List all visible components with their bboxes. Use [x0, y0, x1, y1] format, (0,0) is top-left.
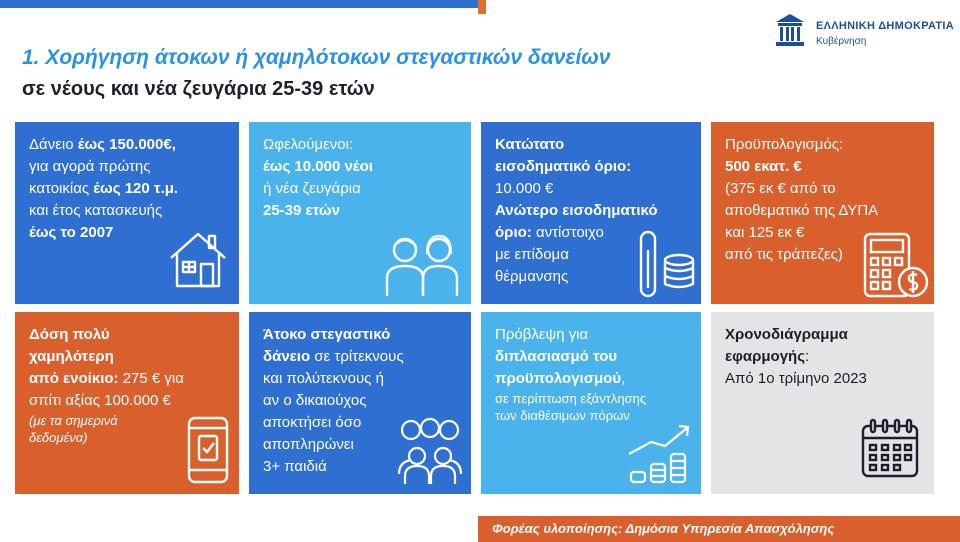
tile-budget-doubling: Πρόβλεψη για διπλασιασμό του προϋπολογισμού, σε περίπτωση εξάντλησης των διαθέσιμων πόρων — [481, 312, 701, 494]
government-logo — [770, 10, 956, 54]
calendar-icon — [859, 418, 921, 480]
tile-timeline: Χρονοδιάγραμμα εφαρμογής: Από 1ο τρίμηνο 2023 — [711, 312, 934, 494]
tile-loan-amount: Δάνειο έως 150.000€, για αγορά πρώτης κατοικίας έως 120 τ.μ. και έτος κατασκευής έως το 2007 — [15, 122, 239, 304]
thermometer-coins-icon — [631, 230, 697, 300]
phone-check-icon — [185, 416, 231, 484]
couple-icon — [383, 232, 463, 296]
tile-installment: Δόση πολύ χαμηλότερη από ενοίκιο: 275 € για σπίτι αξίας 100.000 € (με τα σημερινά δεδομένα) — [15, 312, 239, 494]
greek-emblem-icon — [770, 10, 810, 50]
logo-subtitle: Κυβέρνηση — [816, 36, 867, 47]
page-title: 1. Χορήγηση άτοκων ή χαμηλότοκων στεγαστικών δανείων — [22, 46, 611, 69]
tile-interest-free-loan: Άτοκο στεγαστικό δάνειο σε τρίτεκνους και πολύτεκνους ή αν ο δικαιούχος αποκτήσει όσο αποπληρώνει 3+ παιδιά — [249, 312, 471, 494]
tile-beneficiaries: Ωφελούμενοι: έως 10.000 νέοι ή νέα ζευγάρια 25-39 ετών — [249, 122, 471, 304]
logo-title: ΕΛΛΗΝΙΚΗ ΔΗΜΟΚΡΑΤΙΑ — [816, 20, 954, 32]
tile-income-limits: Κατώτατο εισοδηματικό όριο: 10.000 € Ανώτερο εισοδηματικό όριο: αντίστοιχο με επίδομα θέρμανσης — [481, 122, 701, 304]
house-icon — [165, 226, 231, 292]
top-accent-marker — [478, 0, 486, 14]
growth-coins-icon — [625, 416, 695, 486]
tile-budget: Προϋπολογισμός: 500 εκατ. € (375 εκ € από το αποθεματικό της ΔΥΠΑ και 125 εκ € από τις τράπεζες) — [711, 122, 934, 304]
page-subtitle: σε νέους και νέα ζευγάρια 25-39 ετών — [22, 78, 375, 100]
implementing-agency-text: Φορέας υλοποίησης: Δημόσια Υπηρεσία Απασχόλησης — [492, 521, 835, 536]
implementing-agency-banner — [478, 516, 960, 542]
calculator-icon — [861, 232, 931, 300]
family-icon — [397, 416, 463, 486]
top-accent-bar — [0, 0, 478, 8]
